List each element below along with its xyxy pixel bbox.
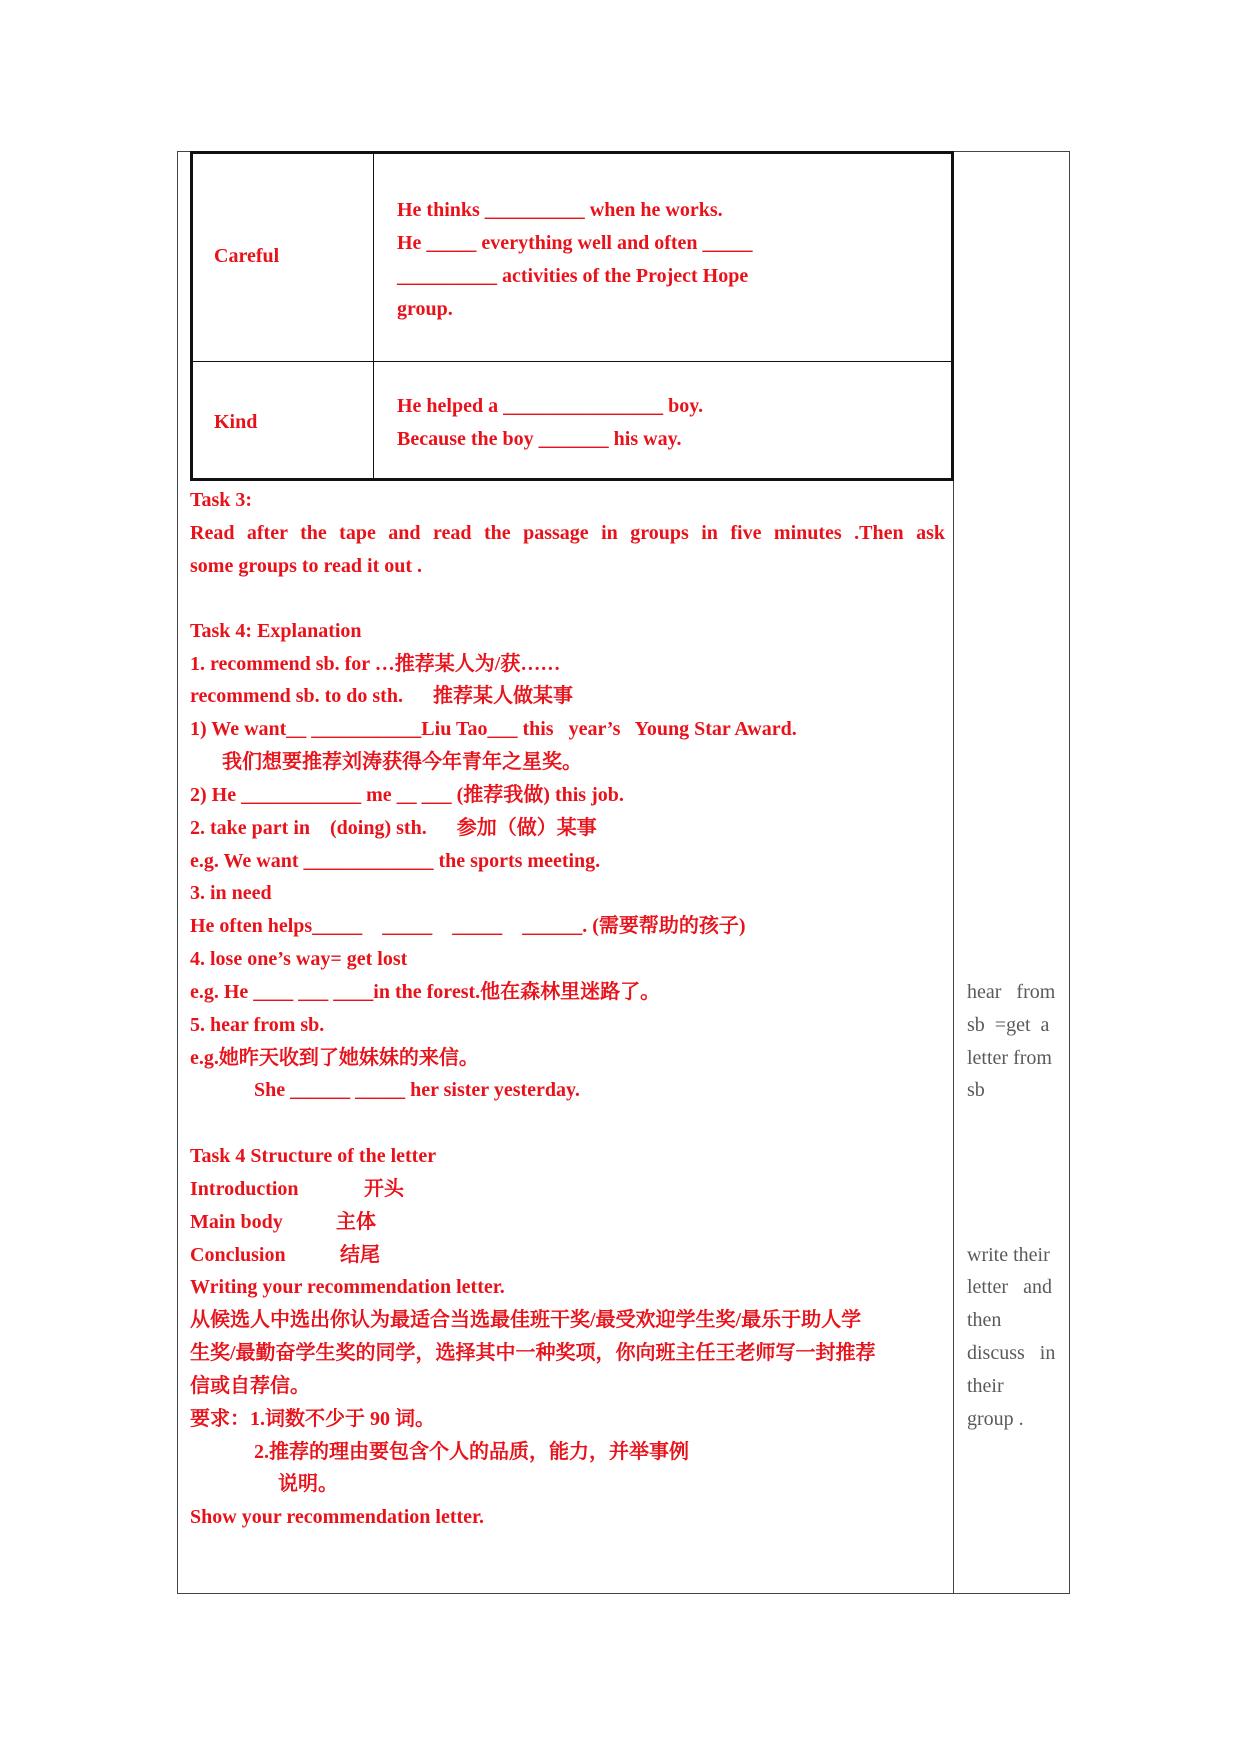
example-sentence: 1) We want__ ___________Liu Tao___ this year’s Young Star Award. bbox=[190, 718, 797, 740]
side-note-line: letter from bbox=[967, 1047, 1052, 1069]
structure-label-cn: 结尾 bbox=[340, 1244, 380, 1266]
example-translation: 我们想要推荐刘涛获得今年青年之星奖。 bbox=[222, 751, 582, 773]
explanation-item: 1. recommend sb. for …推荐某人为/获…… bbox=[190, 653, 561, 675]
explanation-item: 5. hear from sb. bbox=[190, 1014, 325, 1036]
careful-line: __________ activities of the Project Hope bbox=[397, 265, 749, 287]
explanation-item: 4. lose one’s way= get lost bbox=[190, 948, 408, 970]
writing-instruction: 信或自荐信。 bbox=[190, 1375, 310, 1397]
task4-title: Task 4: Explanation bbox=[190, 620, 362, 642]
structure-label: Main body bbox=[190, 1211, 283, 1233]
structure-label: Introduction bbox=[190, 1178, 299, 1200]
careful-line: He _____ everything well and often _____ bbox=[397, 232, 753, 254]
explanation-item: 3. in need bbox=[190, 882, 272, 904]
task3-instruction-line: Read after the tape and read the passage in groups in five minutes .Then ask bbox=[190, 522, 945, 544]
trait-label-careful: Careful bbox=[214, 245, 280, 267]
requirement: 2.推荐的理由要包含个人的品质，能力，并举事例 bbox=[254, 1441, 689, 1463]
example-sentence: 2) He ____________ me __ ___ (推荐我做) this job. bbox=[190, 784, 624, 806]
kind-line: Because the boy _______ his way. bbox=[397, 428, 682, 450]
side-note-line: write their bbox=[967, 1244, 1050, 1266]
writing-instruction: 从候选人中选出你认为最适合当选最佳班干奖/最受欢迎学生奖/最乐于助人学 bbox=[190, 1309, 862, 1331]
requirement: 说明。 bbox=[278, 1473, 338, 1495]
requirement: 要求：1.词数不少于 90 词。 bbox=[190, 1408, 435, 1430]
example-sentence: She ______ _____ her sister yesterday. bbox=[254, 1079, 580, 1101]
side-note-line: discuss in bbox=[967, 1342, 1056, 1364]
example-translation: e.g.她昨天收到了她妹妹的来信。 bbox=[190, 1047, 479, 1069]
trait-label-kind: Kind bbox=[214, 411, 258, 433]
careful-line: He thinks __________ when he works. bbox=[397, 199, 723, 221]
explanation-item: 2. take part in (doing) sth. 参加（做）某事 bbox=[190, 817, 597, 839]
table-row-divider bbox=[193, 361, 951, 362]
example-sentence: e.g. He ____ ___ ____in the forest.他在森林里迷路了。 bbox=[190, 981, 661, 1003]
task3-title: Task 3: bbox=[190, 489, 253, 511]
side-note-line: their bbox=[967, 1375, 1004, 1397]
kind-line: He helped a ________________ boy. bbox=[397, 395, 704, 417]
structure-label: Conclusion bbox=[190, 1244, 286, 1266]
task3-instruction-line: some groups to read it out . bbox=[190, 555, 423, 577]
table-column-divider bbox=[373, 154, 374, 478]
side-note-line: hear from bbox=[967, 981, 1056, 1003]
side-note-line: then bbox=[967, 1309, 1002, 1331]
side-note-line: group . bbox=[967, 1408, 1024, 1430]
writing-title: Writing your recommendation letter. bbox=[190, 1276, 505, 1298]
structure-label-cn: 主体 bbox=[336, 1211, 376, 1233]
structure-label-cn: 开头 bbox=[364, 1178, 404, 1200]
traits-table bbox=[190, 151, 954, 481]
example-sentence: e.g. We want _____________ the sports meeting. bbox=[190, 850, 601, 872]
show-letter: Show your recommendation letter. bbox=[190, 1506, 485, 1528]
side-note-line: sb bbox=[967, 1079, 985, 1101]
example-sentence: He often helps_____ _____ _____ ______. (需要帮助的孩子) bbox=[190, 915, 746, 937]
writing-instruction: 生奖/最勤奋学生奖的同学，选择其中一种奖项，你向班主任王老师写一封推荐 bbox=[190, 1342, 876, 1364]
side-note-line: sb =get a bbox=[967, 1014, 1050, 1036]
explanation-item: recommend sb. to do sth. 推荐某人做某事 bbox=[190, 685, 573, 707]
structure-title: Task 4 Structure of the letter bbox=[190, 1145, 437, 1167]
side-note-line: letter and bbox=[967, 1276, 1052, 1298]
careful-line: group. bbox=[397, 298, 453, 320]
